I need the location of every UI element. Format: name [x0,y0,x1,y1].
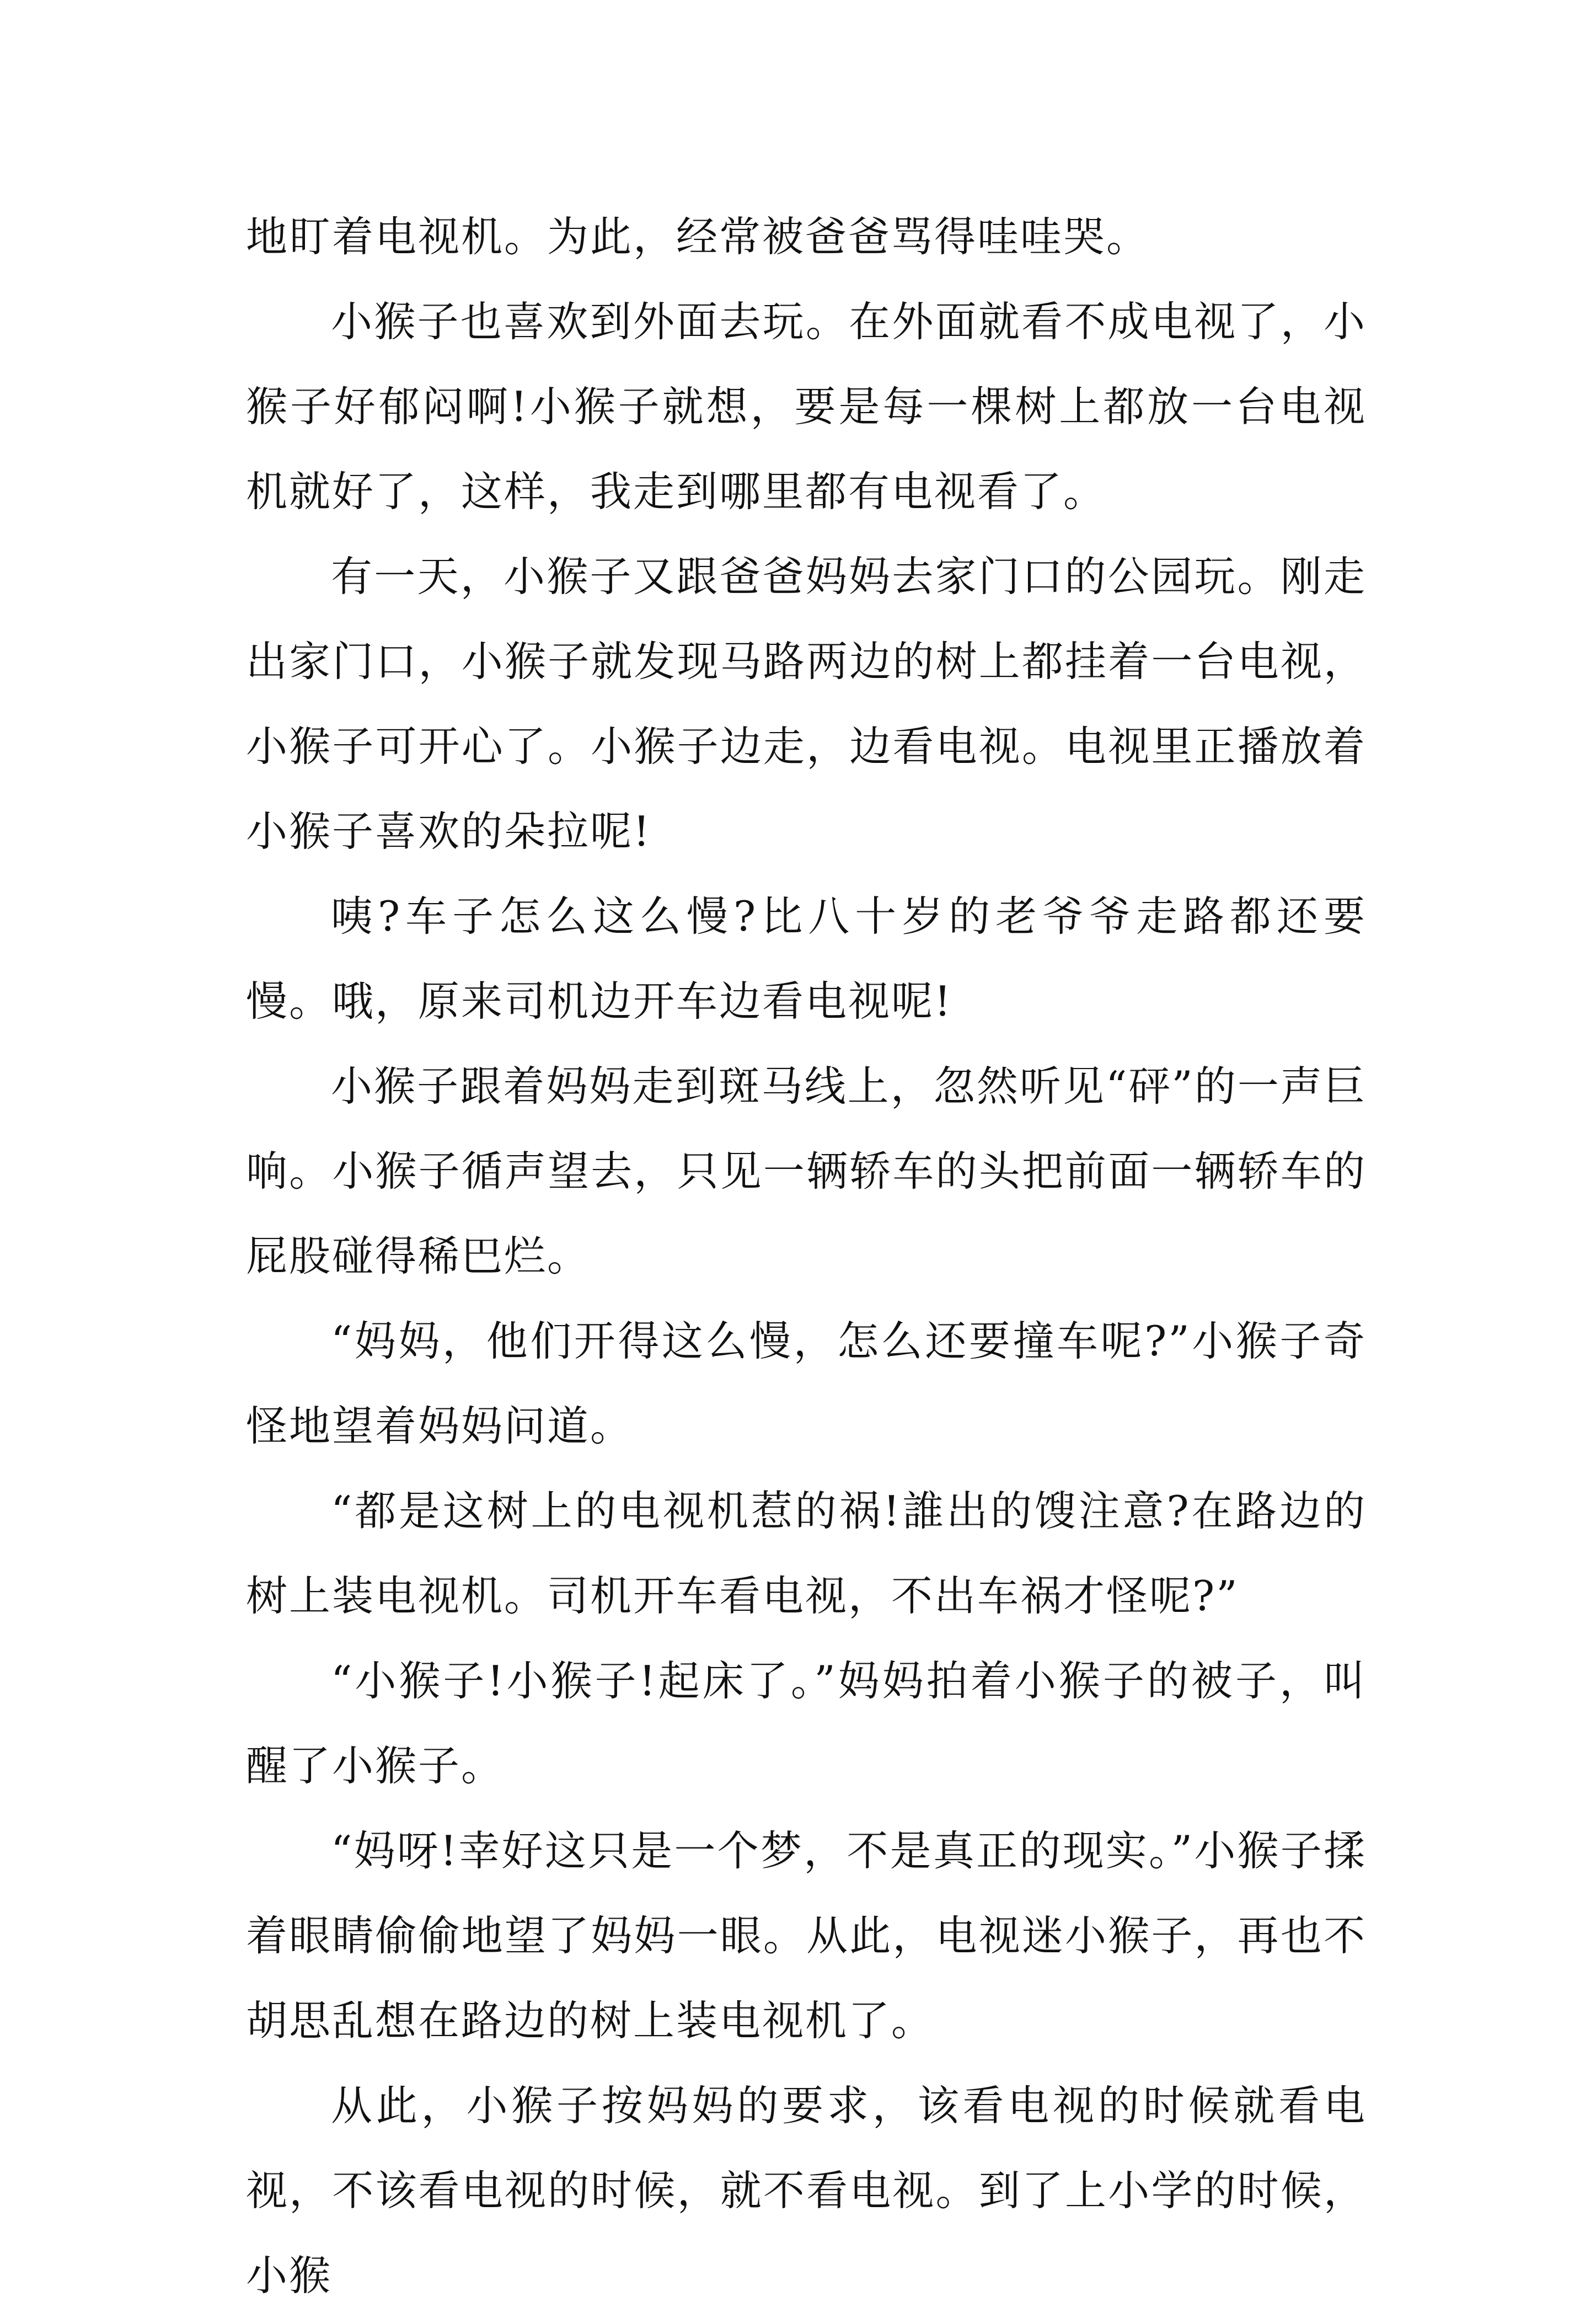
paragraph: 从此，小猴子按妈妈的要求，该看电视的时候就看电视，不该看电视的时候，就不看电视。到了上小学的时候，小猴 [246,2081,1367,2300]
paragraph: “妈呀!幸好这只是一个梦，不是真正的现实。”小猴子揉着眼睛偷偷地望了妈妈一眼。从此，电视迷小猴子，再也不胡思乱想在路边的树上装电视机了。 [246,1826,1367,2045]
paragraph: 咦?车子怎么这么慢?比八十岁的老爷爷走路都还要慢。哦，原来司机边开车边看电视呢! [246,892,1367,1026]
paragraph: 小猴子跟着妈妈走到斑马线上，忽然听见“砰”的一声巨响。小猴子循声望去，只见一辆轿车的头把前面一辆轿车的屁股碰得稀巴烂。 [246,1062,1367,1280]
paragraph-continuation: 地盯着电视机。为此，经常被爸爸骂得哇哇哭。 [246,212,1150,261]
body-text [246,194,1367,2318]
paragraph: “妈妈，他们开得这么慢，怎么还要撞车呢?”小猴子奇怪地望着妈妈问道。 [246,1317,1367,1450]
paragraph: “小猴子!小猴子!起床了。”妈妈拍着小猴子的被子，叫醒了小猴子。 [246,1657,1367,1790]
paragraph: 小猴子也喜欢到外面去玩。在外面就看不成电视了，小猴子好郁闷啊!小猴子就想，要是每一棵树上都放一台电视机就好了，这样，我走到哪里都有电视看了。 [246,297,1367,516]
paragraph: “都是这树上的电视机惹的祸!誰出的馊注意?在路边的树上装电视机。司机开车看电视，不出车祸才怪呢?” [246,1487,1367,1620]
paragraph: 有一天，小猴子又跟爸爸妈妈去家门口的公园玩。刚走出家门口，小猴子就发现马路两边的树上都挂着一台电视，小猴子可开心了。小猴子边走，边看电视。电视里正播放着小猴子喜欢的朵拉呢! [246,552,1367,856]
